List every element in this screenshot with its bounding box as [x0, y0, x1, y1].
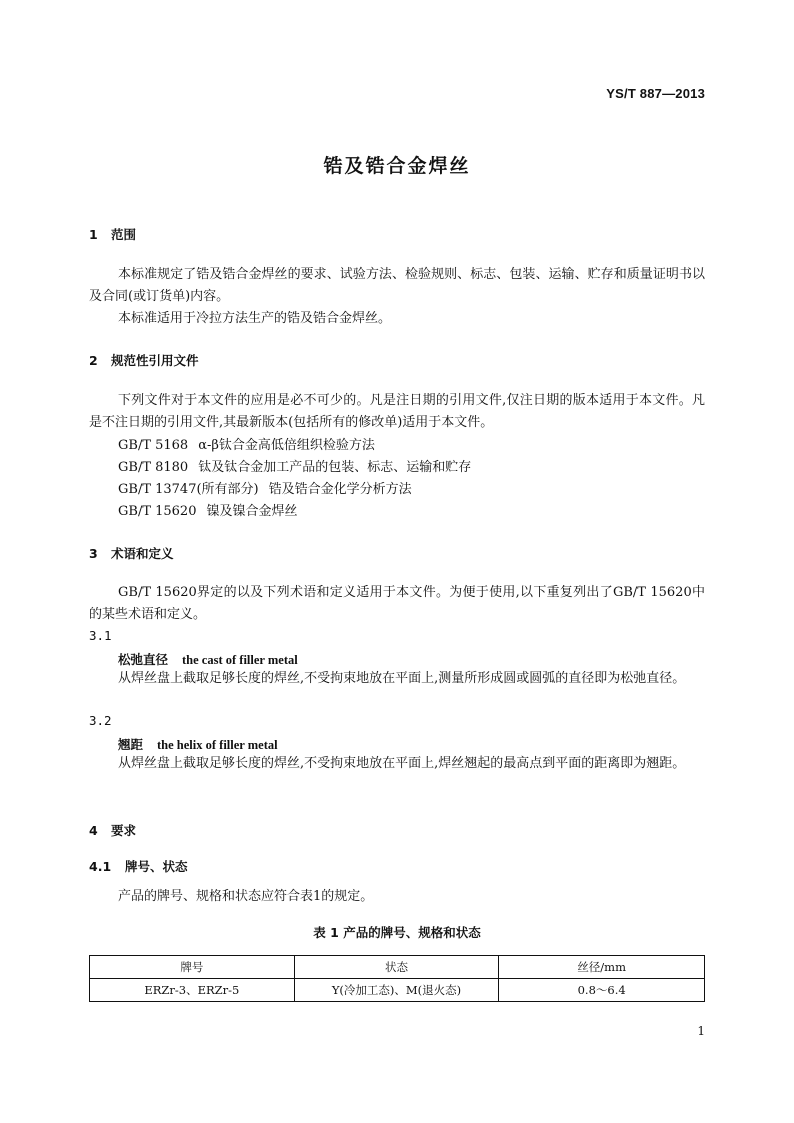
terms-intro: GB/T 15620界定的以及下列术语和定义适用于本文件。为便于使用,以下重复列出了GB/T 15620中的某些术语和定义。	[89, 585, 705, 622]
term-cn: 翘距	[118, 737, 144, 752]
table-cell: 0.8～6.4	[499, 979, 705, 1002]
reference-name: α-β钛合金高低倍组织检验方法	[198, 438, 375, 453]
reference-name: 锆及锆合金化学分析方法	[268, 482, 412, 497]
reference-code: GB/T 15620	[118, 504, 197, 519]
scope-paragraph-2: 本标准适用于冷拉方法生产的锆及锆合金焊丝。	[118, 311, 392, 326]
reference-code: GB/T 8180	[118, 460, 189, 475]
scope-paragraph-1: 本标准规定了锆及锆合金焊丝的要求、试验方法、检验规则、标志、包装、运输、贮存和质量证明书以及合同(或订货单)内容。	[89, 267, 705, 304]
section-3-heading	[89, 544, 174, 562]
table-cell: ERZr-3、ERZr-5	[90, 979, 295, 1002]
reference-item	[118, 456, 471, 475]
standard-code: YS/T 887—2013	[606, 86, 705, 101]
reference-name: 镍及镍合金焊丝	[206, 504, 298, 519]
reference-name: 钛及钛合金加工产品的包装、标志、运输和贮存	[198, 460, 472, 475]
requirements-text: 产品的牌号、规格和状态应符合表1的规定。	[118, 889, 374, 904]
document-title: 锆及锆合金焊丝	[323, 155, 471, 177]
table-header-cell: 状态	[294, 956, 499, 979]
reference-item	[118, 500, 298, 519]
section-title: 规范性引用文件	[111, 353, 199, 368]
term-definition: 从焊丝盘上截取足够长度的焊丝,不受拘束地放在平面上,测量所形成圆或圆弧的直径即为松弛直径。	[118, 671, 686, 686]
section-1-heading	[89, 225, 136, 243]
term-title	[118, 735, 278, 753]
term-number: 3.1	[89, 628, 112, 643]
subsection-4-1-heading	[89, 857, 188, 875]
spec-table	[89, 955, 705, 1002]
term-definition: 从焊丝盘上截取足够长度的焊丝,不受拘束地放在平面上,焊丝翘起的最高点到平面的距离即为翘距。	[118, 756, 686, 771]
section-4-heading	[89, 821, 136, 839]
table-cell: Y(冷加工态)、M(退火态)	[294, 979, 499, 1002]
reference-item	[118, 434, 375, 453]
subsection-number: 4.1	[89, 859, 112, 874]
term-cn: 松弛直径	[118, 652, 169, 667]
section-title: 要求	[111, 823, 137, 838]
table-row	[90, 979, 705, 1002]
section-number: 4	[89, 823, 98, 838]
subsection-title: 牌号、状态	[125, 859, 188, 874]
reference-code: GB/T 13747(所有部分)	[118, 482, 259, 497]
term-en: the helix of filler metal	[157, 738, 278, 752]
table-header-cell: 丝径/mm	[499, 956, 705, 979]
term-title	[118, 650, 298, 668]
section-number: 2	[89, 353, 98, 368]
reference-item	[118, 478, 412, 497]
references-intro: 下列文件对于本文件的应用是必不可少的。凡是注日期的引用文件,仅注日期的版本适用于本文件。凡是不注日期的引用文件,其最新版本(包括所有的修改单)适用于本文件。	[89, 393, 705, 430]
term-number: 3.2	[89, 713, 112, 728]
reference-code: GB/T 5168	[118, 438, 189, 453]
section-number: 1	[89, 227, 98, 242]
section-title: 术语和定义	[111, 546, 174, 561]
section-2-heading	[89, 351, 199, 369]
table-header-cell: 牌号	[90, 956, 295, 979]
table-caption: 表 1 产品的牌号、规格和状态	[313, 925, 481, 940]
section-title: 范围	[111, 227, 137, 242]
section-number: 3	[89, 546, 98, 561]
page-number: 1	[697, 1024, 705, 1038]
term-en: the cast of filler metal	[182, 653, 298, 667]
table-header-row	[90, 956, 705, 979]
